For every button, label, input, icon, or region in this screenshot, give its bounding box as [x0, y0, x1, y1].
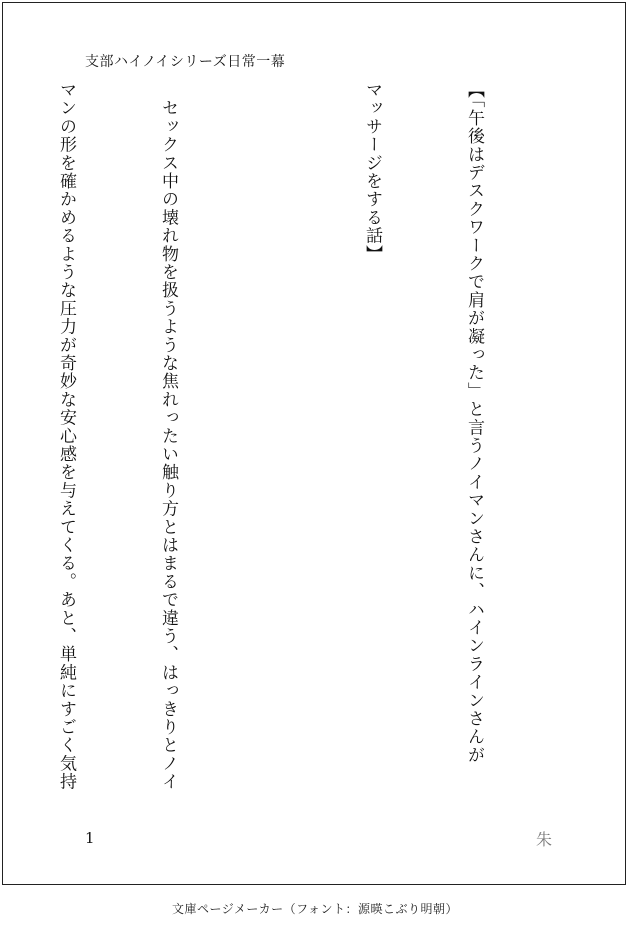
author-name: 朱 — [536, 830, 553, 849]
text-line: セックス中の壊れ物を扱うような焦れったい触り方とはまるで違う、はっきりとノイ — [158, 81, 178, 791]
page-number: 1 — [85, 829, 95, 847]
vertical-text-body — [0, 81, 559, 801]
generator-credit: 文庫ページメーカー（フォント：源暎こぶり明朝） — [171, 902, 459, 916]
page-frame — [2, 2, 626, 885]
running-header: 支部ハイノイシリーズ日常一幕 — [85, 54, 286, 70]
text-line: マッサージをする話】 — [362, 81, 382, 263]
text-line: マンの形を確かめるような圧力が奇妙な安心感を与えてくる。あと、単純にすごく気持 — [56, 81, 76, 791]
text-line: 【「午後はデスクワークで肩が凝った」と言うノイマンさんに、ハインラインさんが — [464, 81, 484, 765]
blank-line — [253, 81, 287, 801]
